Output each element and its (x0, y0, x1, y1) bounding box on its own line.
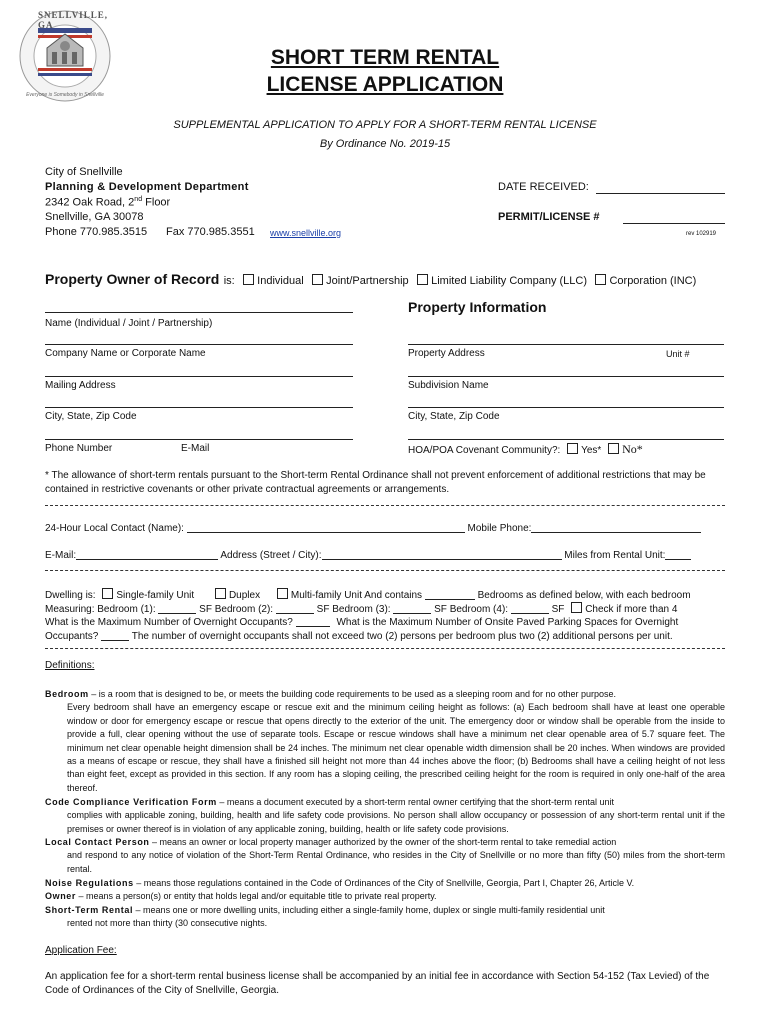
email-label: E-Mail (181, 443, 210, 454)
max-occupants-field[interactable] (296, 616, 330, 627)
date-received-field[interactable] (596, 193, 725, 194)
phone-email-field[interactable] (45, 439, 353, 440)
joint-checkbox[interactable] (312, 274, 323, 285)
divider-2 (45, 570, 725, 571)
permit-label: PERMIT/LICENSE # (498, 211, 600, 223)
mailing-label: Mailing Address (45, 380, 116, 391)
def-bedroom: Bedroom – is a room that is designed to be, or meets the building code requirements to be used as a sleeping room and for no other purpose. Every bedroom shall have an emergency escape or rescue exit and the minimum ceiling height as follows: (a) Each bedroom shall have at least one operable window or door for emergency escape or rescue that opens directly to the exterior of the unit. The emergency door or window shall be operable from the inside to provide a full, clear opening without the use of separate tools. Escape or rescue windows shall have a minimum net clear openable area of 5.7 square feet. The minimum net clear openable height dimension shall be 24 inches. The minimum net clear openable width dimension shall be 20 inches. When windows are provided as a means of escape or rescue, they shall have a finished sill height not more than 44 inches above the floor; (b) Bedrooms shall have a ceiling height of not less than eight feet, except as provided in this section. If any room has a sloping ceiling, the prescribed ceiling height for the room is required in only one-half of the area thereof. (45, 689, 725, 793)
covenant-notice: * The allowance of short-term rentals pursuant to the Short-term Rental Ordinance shall not prevent enforcement of additional restrictions that may be contained in restrictive covenants or other private contractual agreements or arrangements. (45, 470, 706, 495)
occupants-row: What is the Maximum Number of Overnight Occupants? What is the Maximum Number of Onsite Paved Parking Spaces for Overnight (45, 617, 679, 628)
bedroom-2-field[interactable] (276, 603, 314, 614)
dwelling-row: Dwelling is: Single-family Unit Duplex Multi-family Unit And contains Bedrooms as defined below, with each bedroom (45, 590, 691, 601)
name-field[interactable] (45, 312, 353, 313)
measuring-row: Measuring: Bedroom (1): SF Bedroom (2): SF Bedroom (3): SF Bedroom (4): SF Check if more than 4 (45, 604, 678, 615)
miles-field[interactable] (665, 549, 691, 560)
def-short-term-rental: Short-Term Rental – means one or more dwelling units, including either a single-family home, duplex or single multi-family residential unit rented not more than thirty (30 consecutive nights. (45, 905, 605, 929)
title-line-2: LICENSE APPLICATION (266, 73, 504, 96)
subdivision-label: Subdivision Name (408, 380, 489, 391)
llc-checkbox[interactable] (417, 274, 428, 285)
contact-address-row: E-Mail: Address (Street / City): Miles from Rental Unit: (45, 549, 691, 561)
owner-city-field[interactable] (45, 407, 353, 408)
mobile-phone-field[interactable] (531, 522, 701, 533)
phone-label: Phone Number (45, 443, 113, 454)
divider-1 (45, 505, 725, 506)
single-family-checkbox[interactable] (102, 588, 113, 599)
owner-heading: Property Owner of Record (45, 271, 220, 287)
mailing-field[interactable] (45, 376, 353, 377)
multi-family-checkbox[interactable] (277, 588, 288, 599)
definitions-heading: Definitions: (45, 660, 95, 671)
owner-row: Property Owner of Record is: Individual Joint/Partnership Limited Liability Company (LLC) Corporation (INC) (45, 271, 697, 287)
hoa-yes-checkbox[interactable] (567, 443, 578, 454)
subtitle: SUPPLEMENTAL APPLICATION TO APPLY FOR A SHORT-TERM RENTAL LICENSE (173, 119, 597, 131)
def-noise: Noise Regulations – means those regulations contained in the Code of Ordinances of the City of Snellville, Georgia, Part I, Chapter 26, Article V. (45, 878, 635, 888)
def-local-contact: Local Contact Person – means an owner or local property manager authorized by the owner of the short-term rental to take remedial action and respond to any notice of violation of the Short-Term Rental Ordinance, who resides in the City of Snellville or no more than fifty (50) miles from the short-term rental. (45, 837, 725, 874)
name-label: Name (Individual / Joint / Partnership) (45, 318, 213, 329)
more-than-4-checkbox[interactable] (571, 602, 582, 613)
def-owner: Owner – means a person(s) or entity that holds legal and/or equitable title to private real property. (45, 891, 437, 901)
contact-address-field[interactable] (322, 549, 562, 560)
local-contact-row: 24-Hour Local Contact (Name): Mobile Phone: (45, 522, 701, 534)
company-label: Company Name or Corporate Name (45, 348, 206, 359)
title-line-1: SHORT TERM RENTAL (270, 46, 500, 69)
property-info-heading: Property Information (408, 299, 547, 315)
unit-label: Unit # (666, 349, 690, 359)
hoa-row: HOA/POA Covenant Community?: Yes* No* (408, 442, 643, 456)
revision: rev 102919 (686, 231, 717, 237)
subdivision-field[interactable] (408, 376, 724, 377)
property-city-field[interactable] (408, 407, 724, 408)
office-fax: Fax 770.985.3551 (166, 226, 255, 238)
office-phone: Phone 770.985.3515 (45, 226, 148, 238)
def-code-compliance: Code Compliance Verification Form – means a document executed by a short-term rental owner certifying that the short-term rental unit complies with applicable zoning, building, health and life safety code provisions. No person shall allow occupancy or possession of any short-term rental unit if the premises or owner thereof is in violation of any applicable zoning, building, health or life safety code provisions. (45, 797, 725, 834)
office-city-state: Snellville, GA 30078 (45, 211, 144, 223)
occupants-rule-row: Occupants? The number of overnight occupants shall not exceed two (2) persons per bedroom plus two (2) additional persons per unit. (45, 631, 673, 642)
bedroom-3-field[interactable] (393, 603, 431, 614)
hoa-line (408, 439, 724, 440)
office-dept: Planning & Development Department (45, 181, 249, 193)
divider-3 (45, 648, 725, 649)
bedroom-count-field[interactable] (425, 589, 475, 600)
permit-field[interactable] (623, 223, 725, 224)
office-address: 2342 Oak Road, 2nd Floor (45, 196, 171, 209)
property-address-field[interactable] (408, 344, 724, 345)
fee-text: An application fee for a short-term rental business license shall be accompanied by an initial fee in accordance with Section 54-152 (Tax Levied) of the Code of Ordinances of the City of Snellville, Georgia. (45, 971, 710, 996)
parking-spaces-field[interactable] (101, 630, 129, 641)
individual-checkbox[interactable] (243, 274, 254, 285)
fee-heading: Application Fee: (45, 945, 117, 956)
seal-text-bottom: Everyone is Somebody in Snellville (26, 92, 104, 98)
duplex-checkbox[interactable] (215, 588, 226, 599)
hoa-no-checkbox[interactable] (608, 443, 619, 454)
date-received-label: DATE RECEIVED: (498, 181, 589, 193)
office-website[interactable]: www.snellville.org (270, 228, 342, 238)
local-contact-name-field[interactable] (187, 522, 465, 533)
bedroom-1-field[interactable] (158, 603, 196, 614)
corporation-checkbox[interactable] (595, 274, 606, 285)
office-city: City of Snellville (45, 166, 123, 178)
bedroom-4-field[interactable] (511, 603, 549, 614)
ordinance: By Ordinance No. 2019-15 (319, 138, 451, 150)
seal-text-top: SNELLVILLE, GA (38, 10, 108, 30)
contact-email-field[interactable] (76, 549, 218, 560)
owner-city-label: City, State, Zip Code (45, 411, 137, 422)
property-address-label: Property Address (408, 348, 485, 359)
property-city-label: City, State, Zip Code (408, 411, 500, 422)
company-field[interactable] (45, 344, 353, 345)
